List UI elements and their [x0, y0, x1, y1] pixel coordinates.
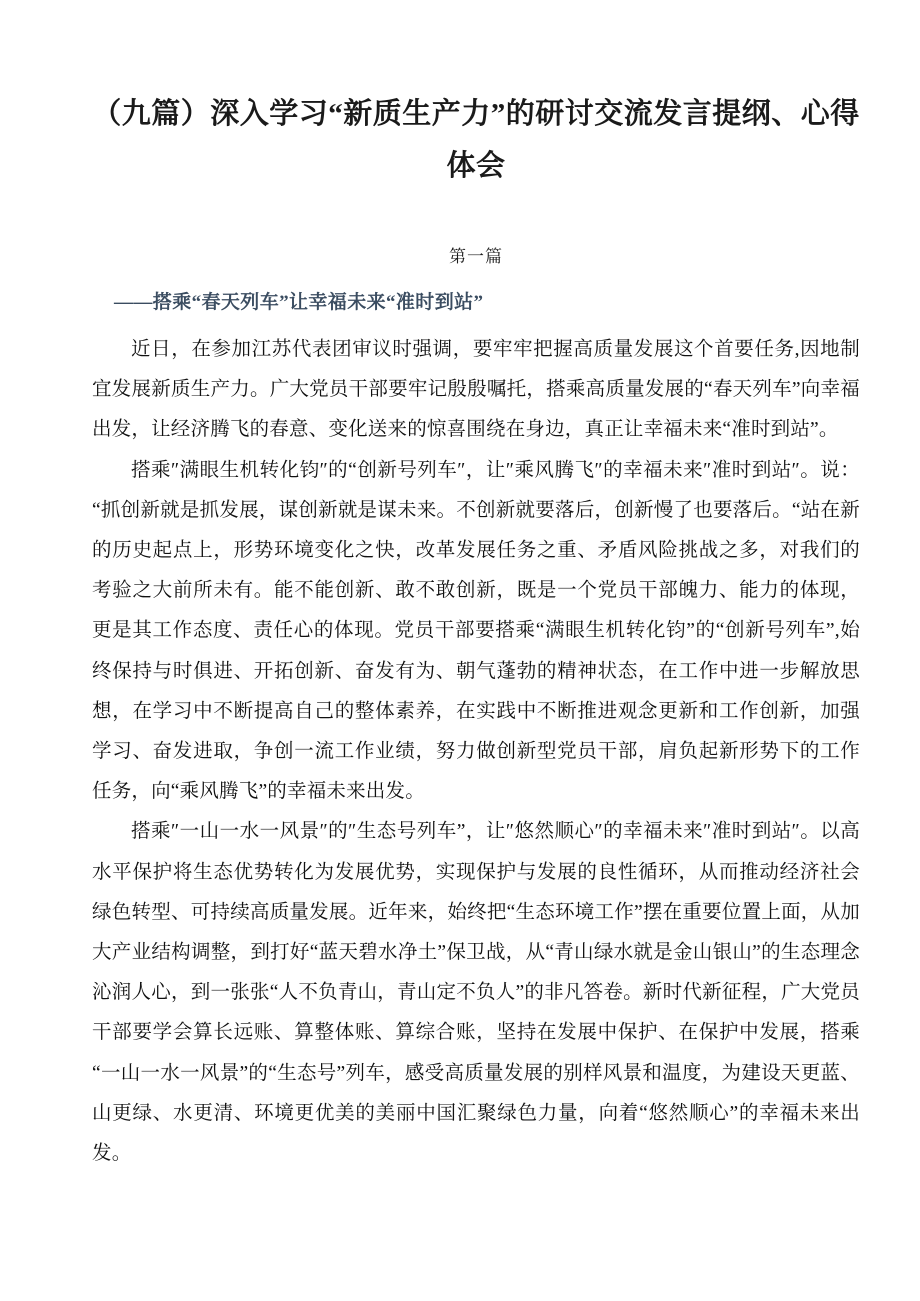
paragraph: 搭乘″满眼生机转化钧″的“创新号列车″，让″乘风腾飞″的幸福未来″准时到站″。说：“抓创新就是抓发展，谋创新就是谋未来。不创新就要落后，创新慢了也要落后。“站在新的历史起点上，形势环境变化之快，改革发展任务之重、矛盾风险挑战之多，对我们的考验之大前所未有。能不能创新、敢不敢创新，既是一个党员干部魄力、能力的体现，更是其工作态度、责任心的体现。党员干部要搭乘“满眼生机转化钧”的“创新号列车”,始终保持与时俱进、开拓创新、奋发有为、朝气蓬勃的精神状态，在工作中进一步解放思想，在学习中不断提高自己的整体素养，在实践中不断推进观念更新和工作创新，加强学习、奋发进取，争创一流工作业绩，努力做创新型党员干部，肩负起新形势下的工作任务，向“乘风腾飞”的幸福未来出发。 — [92, 459, 860, 803]
page-title: （九篇）深入学习“新质生产力”的研讨交流发言提纲、心得体会 — [92, 98, 860, 182]
document-content — [92, 0, 860, 1174]
paragraph: 搭乘″一山一水一风景″的″生态号列车”，让″悠然顺心″的幸福未来″准时到站″。以高水平保护将生态优势转化为发展优势，实现保护与发展的良性循环，从而推动经济社会绿色转型、可持续高质量发展。近年来，始终把“生态环境工作”摆在重要位置上面，从加大产业结构调整，到打好“蓝天碧水净土”保卫战，从“青山绿水就是金山银山”的生态理念沁润人心，到一张张“人不负青山，青山定不负人”的非凡答卷。新时代新征程，广大党员干部要学会算长远账、算整体账、算综合账，坚持在发展中保护、在保护中发展，搭乘“一山一水一风景”的“生态号”列车，感受高质量发展的别样风景和温度，为建设天更蓝、山更绿、水更清、环境更优美的美丽中国汇聚绿色力量，向着“悠然顺心”的幸福未来出发。 — [92, 821, 860, 1165]
body-copy — [92, 320, 860, 1174]
sub-heading: ——搭乘“春天列车”让幸福未来“准时到站” — [114, 292, 484, 313]
paragraph: 近日，在参加江苏代表团审议时强调，要牢牢把握高质量发展这个首要任务,因地制宜发展新质生产力。广大党员干部要牢记殷殷嘱托，搭乘高质量发展的“春天列车”向幸福出发，让经济腾飞的春意、变化送来的惊喜围绕在身边，真正让幸福未来“准时到站”。 — [92, 339, 860, 441]
section-marker: 第一篇 — [449, 247, 503, 266]
